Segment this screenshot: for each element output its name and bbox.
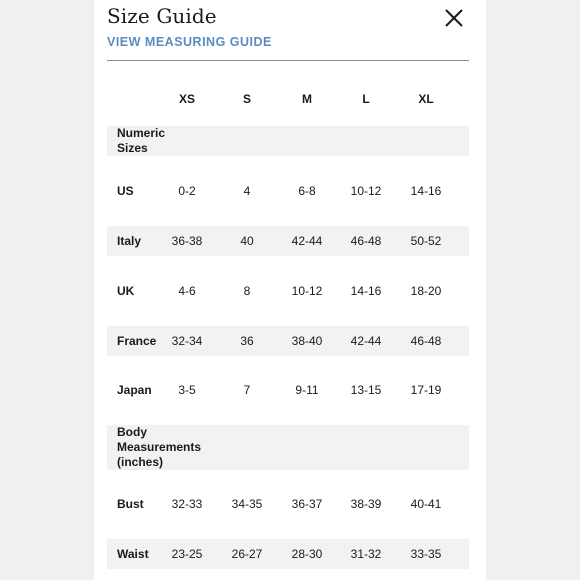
table-cell: 18-20 [410,284,442,298]
table-cell: 10-12 [291,284,323,298]
table-cell: 50-52 [410,234,442,248]
table-cell: 42-44 [291,234,323,248]
table-cell: 31-32 [350,547,382,561]
table-row [107,226,469,256]
table-cell: 40-41 [410,497,442,511]
table-row [107,489,469,519]
table-cell: 0-2 [178,184,196,198]
column-header: L [362,92,370,106]
close-icon [444,8,464,28]
table-header-row [107,88,469,110]
section-label: Numeric Sizes [117,126,166,155]
row-label: UK [117,283,135,298]
table-cell: 17-19 [410,383,442,397]
row-label: US [117,183,134,198]
table-cell: 36 [240,334,254,348]
close-button[interactable] [444,8,464,28]
table-cell: 23-25 [171,547,203,561]
table-cell: 32-33 [171,497,203,511]
table-cell: 9-11 [295,383,319,397]
table-cell: 6-8 [298,184,316,198]
row-label: Italy [117,233,142,248]
column-header: M [302,92,312,106]
table-row [107,539,469,569]
column-header: S [242,92,251,106]
table-row [107,176,469,206]
table-cell: 28-30 [291,547,323,561]
table-row [107,326,469,356]
table-row [107,276,469,306]
column-header: XL [418,92,434,106]
section-header-row [107,425,469,470]
table-cell: 10-12 [350,184,382,198]
table-cell: 46-48 [350,234,382,248]
table-cell: 38-39 [350,497,382,511]
table-cell: 4 [243,184,251,198]
page-title: Size Guide [107,4,217,28]
row-label: Japan [117,382,152,397]
view-measuring-guide-link[interactable]: VIEW MEASURING GUIDE [107,35,272,49]
table-cell: 36-37 [291,497,323,511]
row-label: France [117,333,157,348]
table-cell: 32-34 [171,334,203,348]
table-cell: 14-16 [410,184,442,198]
table-cell: 42-44 [350,334,382,348]
table-row [107,375,469,405]
row-label: Waist [117,546,149,561]
table-cell: 40 [240,234,254,248]
table-cell: 4-6 [178,284,196,298]
table-cell: 36-38 [171,234,203,248]
header-divider [107,60,469,61]
table-cell: 13-15 [350,383,382,397]
table-cell: 8 [243,284,251,298]
table-cell: 38-40 [291,334,323,348]
section-label: Body Measurements (inches) [117,425,202,469]
table-cell: 3-5 [178,383,196,397]
table-cell: 14-16 [350,284,382,298]
section-header-row [107,126,469,156]
column-header: XS [178,92,195,106]
row-label: Bust [117,496,144,511]
table-cell: 46-48 [410,334,442,348]
table-cell: 34-35 [231,497,263,511]
table-cell: 33-35 [410,547,442,561]
table-cell: 7 [243,383,251,397]
table-cell: 26-27 [231,547,263,561]
